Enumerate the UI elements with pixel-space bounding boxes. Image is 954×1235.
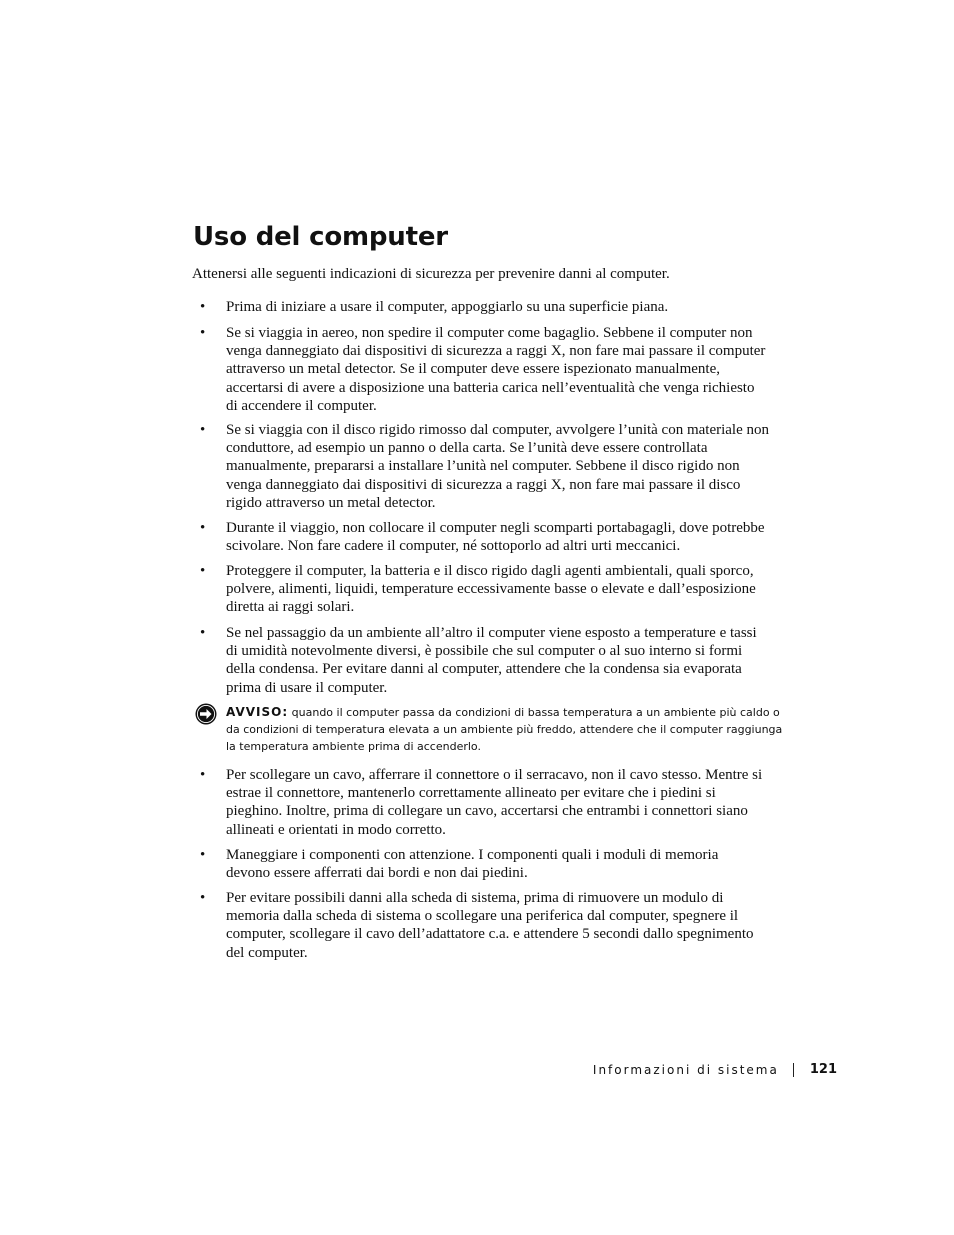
page-number: 121 xyxy=(809,1062,837,1077)
bullet-icon: • xyxy=(200,625,206,641)
list-item-line: venga danneggiato dai dispositivi di sicurezza a raggi X, non fare mai passare il disco xyxy=(226,476,741,493)
list-item-line: attraverso un metal detector. Se il computer deve essere ispezionato manualmente, xyxy=(226,361,720,378)
list-item-line: accertarsi di avere a disposizione una batteria carica nell’eventualità che venga richiesto xyxy=(226,379,755,396)
bullet-icon: • xyxy=(200,325,206,341)
list-item-line: scivolare. Non fare cadere il computer, né sottoporlo ad altri urti meccanici. xyxy=(226,538,681,555)
list-item-line: allineati e orientati in modo corretto. xyxy=(226,821,446,838)
intro-paragraph: Attenersi alle seguenti indicazioni di sicurezza per prevenire danni al computer. xyxy=(192,266,670,282)
list-item xyxy=(200,298,802,316)
notice-icon xyxy=(195,703,217,725)
notice-label: AVVISO: xyxy=(226,705,289,719)
list-item-line: di accendere il computer. xyxy=(226,397,377,414)
bullet-icon: • xyxy=(200,299,206,315)
list-item-line: computer, scollegare il cavo dell’adattatore c.a. e attendere 5 secondi dallo spegnimento xyxy=(226,926,754,943)
list-item-line: Per evitare possibili danni alla scheda di sistema, prima di rimuovere un modulo di xyxy=(226,890,724,906)
list-item-line: pieghino. Inoltre, prima di collegare un cavo, accertarsi che entrambi i connettori siano xyxy=(226,803,748,820)
notice-line: quando il computer passa da condizioni di bassa temperatura a un ambiente più caldo o xyxy=(291,706,780,719)
list-item xyxy=(200,624,802,697)
notice-text xyxy=(226,704,804,755)
list-item-line: manualmente, prepararsi a installare l’unità nel computer. Sebbene il disco rigido non xyxy=(226,458,740,475)
list-item-line: di umidità notevolmente diversi, è possibile che sul computer o al suo interno si formi xyxy=(226,643,743,660)
list-item-line: conduttore, ad esempio un panno o della carta. Se l’unità deve essere controllata xyxy=(226,440,708,457)
notice-line: da condizioni di temperatura elevata a un ambiente più freddo, attendere che il computer raggiunga xyxy=(226,723,783,736)
bullet-icon: • xyxy=(200,890,206,906)
list-item xyxy=(200,889,802,962)
page-footer xyxy=(593,1062,837,1077)
list-item-line: venga danneggiato dai dispositivi di sicurezza a raggi X, non fare mai passare il computer xyxy=(226,343,766,360)
list-item-line: rigido attraverso un metal detector. xyxy=(226,494,436,511)
list-item-line: Prima di iniziare a usare il computer, appoggiarlo su una superficie piana. xyxy=(226,299,669,315)
list-item-line: Maneggiare i componenti con attenzione. I componenti quali i moduli di memoria xyxy=(226,847,719,863)
list-item-line: polvere, alimenti, liquidi, temperature eccessivamente basse o elevate e dall’esposizione xyxy=(226,581,756,598)
bullet-icon: • xyxy=(200,520,206,536)
notice-body xyxy=(226,706,782,753)
list-item xyxy=(200,562,802,617)
list-item-line: devono essere afferrati dai bordi e non dai piedini. xyxy=(226,865,528,882)
list-item xyxy=(200,519,802,555)
list-item xyxy=(200,324,802,415)
list-item-line: Se si viaggia con il disco rigido rimosso dal computer, avvolgere l’unità con materiale non xyxy=(226,422,770,438)
bullet-icon: • xyxy=(200,422,206,438)
list-item xyxy=(200,846,802,882)
page-title: Uso del computer xyxy=(193,222,448,252)
list-item-line: della condensa. Per evitare danni al computer, attendere che la condensa sia evaporata xyxy=(226,661,742,678)
list-item-line: memoria dalla scheda di sistema o scollegare una periferica dal computer, spegnere il xyxy=(226,908,739,925)
bullet-icon: • xyxy=(200,847,206,863)
bullet-icon: • xyxy=(200,767,206,783)
list-item xyxy=(200,766,802,839)
list-item-line: diretta ai raggi solari. xyxy=(226,599,355,616)
list-item-line: Se si viaggia in aereo, non spedire il computer come bagaglio. Sebbene il computer non xyxy=(226,325,753,341)
list-item-line: del computer. xyxy=(226,944,308,961)
bullet-icon: • xyxy=(200,563,206,579)
list-item-line: Proteggere il computer, la batteria e il disco rigido dagli agenti ambientali, quali sporco, xyxy=(226,563,754,579)
list-item-line: prima di usare il computer. xyxy=(226,679,388,696)
footer-section-title: Informazioni di sistema xyxy=(592,1062,779,1077)
footer-divider xyxy=(793,1063,794,1077)
list-item xyxy=(200,421,802,512)
list-item-line: Se nel passaggio da un ambiente all’altro il computer viene esposto a temperature e tassi xyxy=(226,625,757,641)
notice-line: la temperatura ambiente prima di accenderlo. xyxy=(226,740,481,753)
list-item-line: Durante il viaggio, non collocare il computer negli scomparti portabagagli, dove potrebbe xyxy=(226,520,765,536)
list-item-line: estrae il connettore, mantenerlo correttamente allineato per evitare che i piedini si xyxy=(226,785,716,802)
list-item-line: Per scollegare un cavo, afferrare il connettore o il serracavo, non il cavo stesso. Mentre si xyxy=(226,767,763,783)
